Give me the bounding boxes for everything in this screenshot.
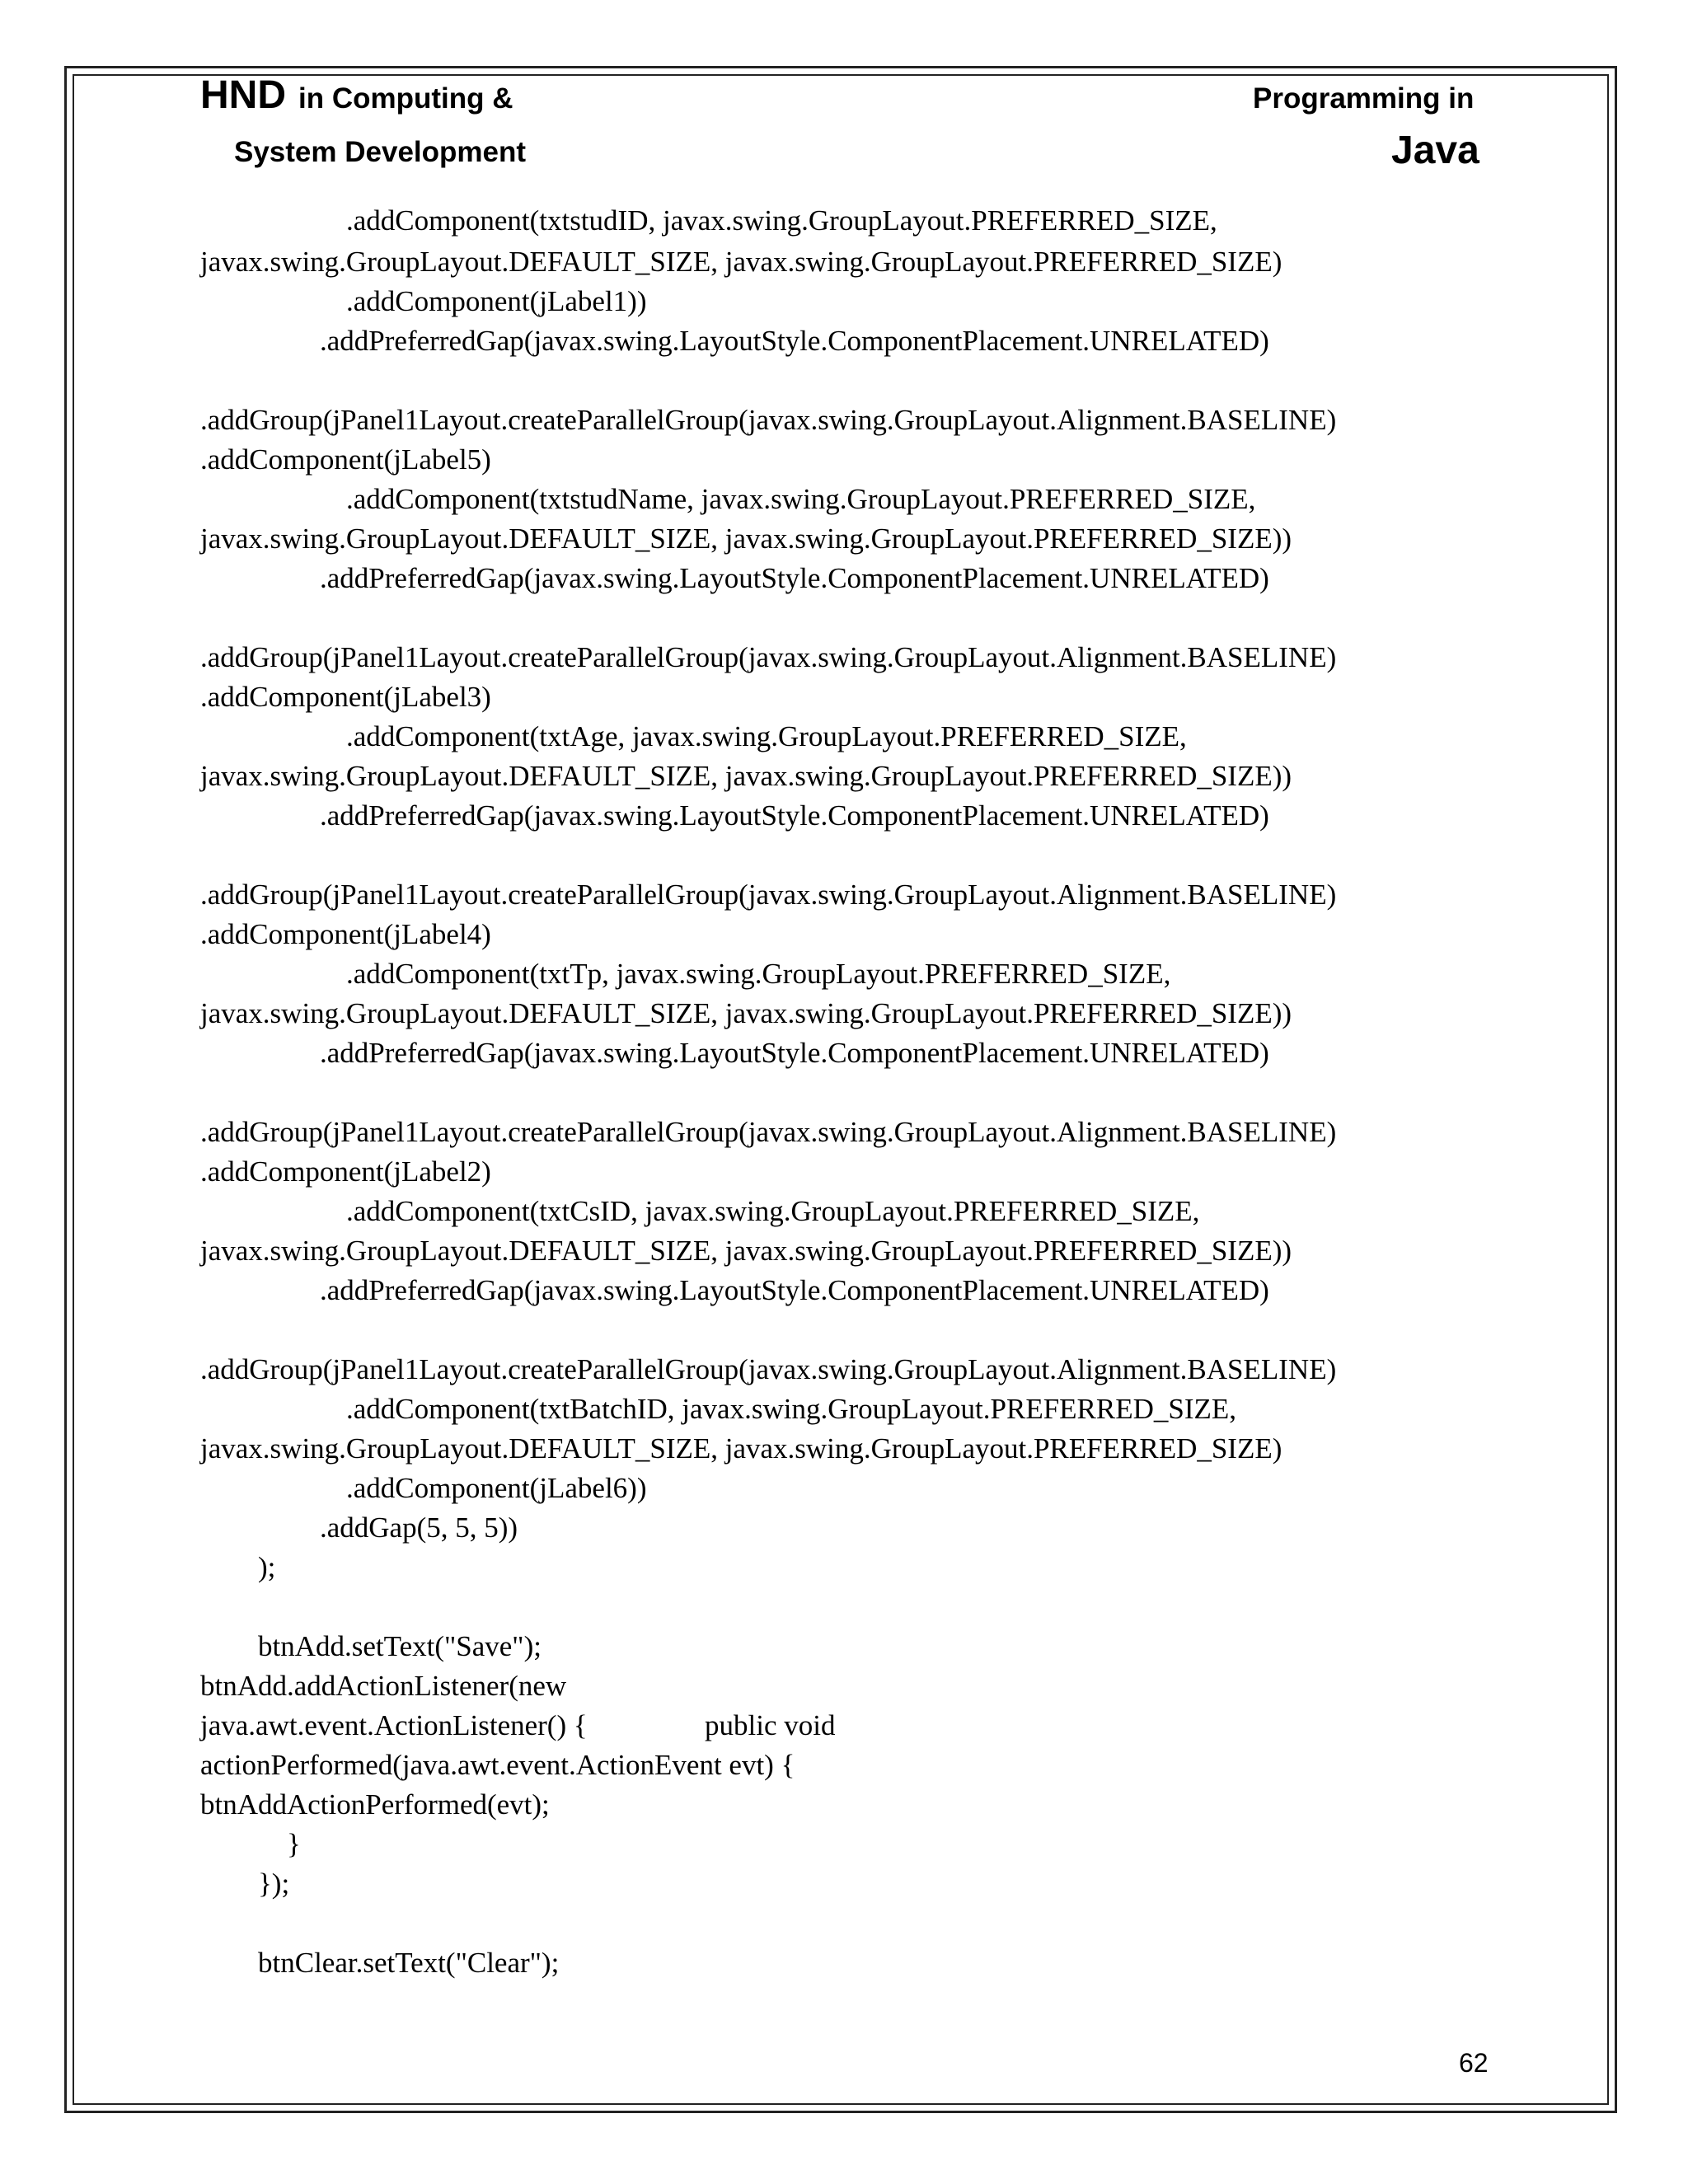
header-hnd: HND — [200, 73, 286, 117]
code-line: javax.swing.GroupLayout.DEFAULT_SIZE, javax.swing.GroupLayout.PREFERRED_SIZE) — [200, 1432, 1282, 1465]
code-line: javax.swing.GroupLayout.DEFAULT_SIZE, javax.swing.GroupLayout.PREFERRED_SIZE)) — [200, 523, 1292, 555]
code-line: .addGroup(jPanel1Layout.createParallelGroup(javax.swing.GroupLayout.Alignment.BASELINE) — [200, 1116, 1337, 1148]
page-number: 62 — [1459, 2048, 1489, 2078]
code-line: ); — [258, 1551, 276, 1583]
code-line: }); — [258, 1868, 290, 1900]
code-line: .addComponent(jLabel6)) — [346, 1472, 647, 1504]
code-line: java.awt.event.ActionListener() { — [200, 1709, 588, 1741]
code-line: .addGroup(jPanel1Layout.createParallelGroup(javax.swing.GroupLayout.Alignment.BASELINE) — [200, 879, 1337, 911]
code-line: .addComponent(jLabel5) — [200, 443, 491, 476]
code-line: .addComponent(txtstudID, javax.swing.GroupLayout.PREFERRED_SIZE, — [346, 204, 1217, 237]
code-line: .addGroup(jPanel1Layout.createParallelGroup(javax.swing.GroupLayout.Alignment.BASELINE) — [200, 641, 1337, 673]
code-line: .addComponent(jLabel2) — [200, 1155, 491, 1188]
code-line: javax.swing.GroupLayout.DEFAULT_SIZE, javax.swing.GroupLayout.PREFERRED_SIZE)) — [200, 1235, 1292, 1267]
code-line: javax.swing.GroupLayout.DEFAULT_SIZE, javax.swing.GroupLayout.PREFERRED_SIZE)) — [200, 997, 1292, 1029]
code-line: javax.swing.GroupLayout.DEFAULT_SIZE, javax.swing.GroupLayout.PREFERRED_SIZE)) — [200, 760, 1292, 792]
code-line: .addPreferredGap(javax.swing.LayoutStyle.ComponentPlacement.UNRELATED) — [320, 1037, 1269, 1069]
code-line: .addComponent(jLabel3) — [200, 681, 491, 713]
code-line: .addComponent(txtAge, javax.swing.GroupLayout.PREFERRED_SIZE, — [346, 720, 1187, 752]
code-line: .addPreferredGap(javax.swing.LayoutStyle.ComponentPlacement.UNRELATED) — [320, 799, 1269, 832]
header-system-development: System Development — [234, 136, 527, 168]
code-line: public void — [705, 1709, 836, 1741]
code-line: btnClear.setText("Clear"); — [258, 1947, 560, 1979]
code-line: .addComponent(txtstudName, javax.swing.GroupLayout.PREFERRED_SIZE, — [346, 483, 1256, 515]
code-line: javax.swing.GroupLayout.DEFAULT_SIZE, javax.swing.GroupLayout.PREFERRED_SIZE) — [200, 246, 1282, 278]
code-line: .addComponent(txtTp, javax.swing.GroupLayout.PREFERRED_SIZE, — [346, 958, 1171, 990]
code-line: .addGap(5, 5, 5)) — [320, 1511, 518, 1544]
code-line: .addPreferredGap(javax.swing.LayoutStyle.ComponentPlacement.UNRELATED) — [320, 562, 1269, 594]
code-line: actionPerformed(java.awt.event.ActionEvent evt) { — [200, 1749, 795, 1781]
code-line: .addGroup(jPanel1Layout.createParallelGroup(javax.swing.GroupLayout.Alignment.BASELINE) — [200, 1353, 1337, 1385]
code-line: .addComponent(txtBatchID, javax.swing.GroupLayout.PREFERRED_SIZE, — [346, 1393, 1237, 1425]
code-line: .addPreferredGap(javax.swing.LayoutStyle.ComponentPlacement.UNRELATED) — [320, 1274, 1269, 1306]
code-line: } — [287, 1828, 301, 1860]
code-line: btnAdd.setText("Save"); — [258, 1630, 542, 1662]
code-line: .addComponent(jLabel4) — [200, 918, 491, 950]
code-line: .addComponent(txtCsID, javax.swing.GroupLayout.PREFERRED_SIZE, — [346, 1195, 1200, 1227]
code-line: .addPreferredGap(javax.swing.LayoutStyle.ComponentPlacement.UNRELATED) — [320, 325, 1269, 357]
header-programming-in: Programming in — [1253, 82, 1475, 115]
code-line: .addGroup(jPanel1Layout.createParallelGroup(javax.swing.GroupLayout.Alignment.BASELINE) — [200, 404, 1337, 436]
header-java: Java — [1391, 129, 1479, 172]
code-line: btnAddActionPerformed(evt); — [200, 1788, 550, 1821]
code-line: btnAdd.addActionListener(new — [200, 1670, 567, 1702]
header-computing: in Computing & — [298, 82, 513, 115]
code-line: .addComponent(jLabel1)) — [346, 285, 647, 317]
